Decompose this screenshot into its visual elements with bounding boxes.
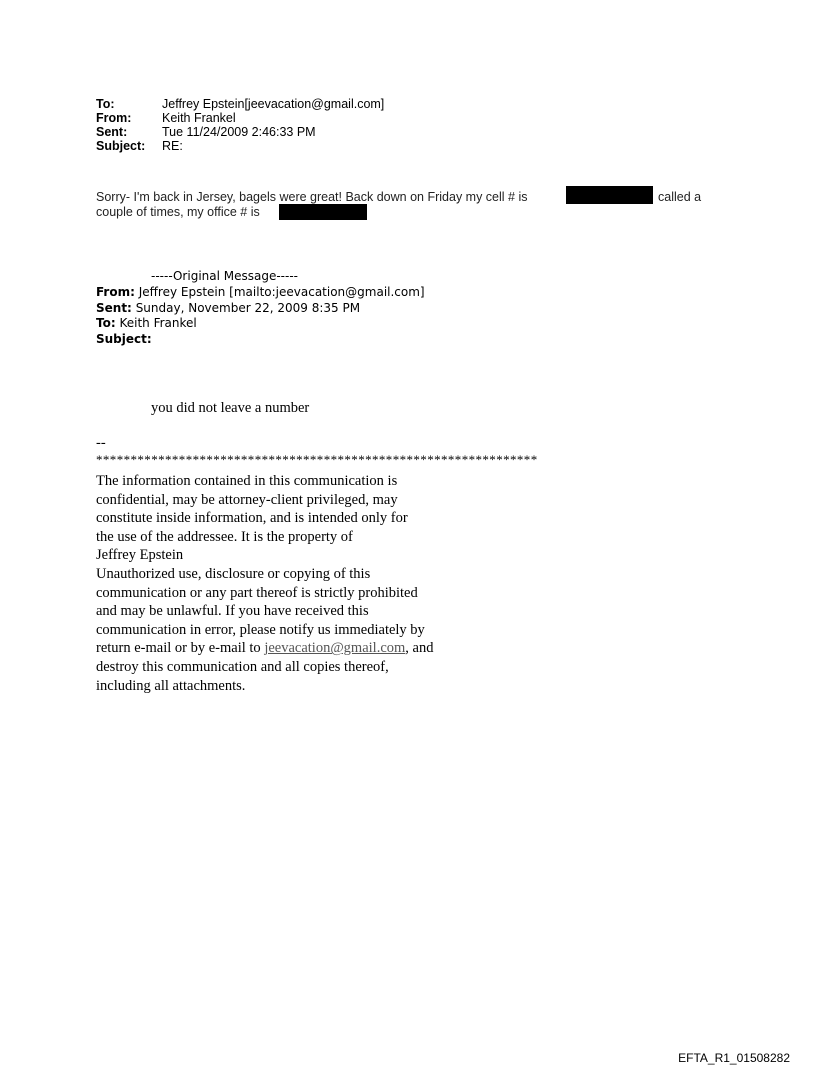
reply-line-1-text: Sorry- I'm back in Jersey, bagels were great! Back down on Friday my cell # is <box>96 190 528 204</box>
disclaimer-line: destroy this communication and all copies thereof, <box>96 658 389 675</box>
original-sent-label: Sent: <box>96 300 132 315</box>
signature-dashes: -- <box>96 435 106 451</box>
disclaimer-line: communication or any part thereof is strictly prohibited <box>96 584 418 601</box>
disclaimer-line: The information contained in this communication is <box>96 473 398 489</box>
disclaimer-line: Unauthorized use, disclosure or copying of this <box>96 565 371 582</box>
redaction-office-number <box>279 204 367 220</box>
original-subject-label: Subject: <box>96 331 152 346</box>
original-from-value: Jeffrey Epstein [mailto:jeevacation@gmail.com] <box>138 285 425 299</box>
original-to-row <box>96 316 425 332</box>
disclaimer-text <box>96 472 433 695</box>
disclaimer-line: constitute inside information, and is intended only for <box>96 510 408 527</box>
original-sent-value: Sunday, November 22, 2009 8:35 PM <box>135 300 361 315</box>
original-header <box>96 285 425 347</box>
header-subject-label: Subject: <box>96 139 146 153</box>
original-subject-row <box>96 332 425 348</box>
redaction-cell-number <box>566 186 653 204</box>
reply-line-1 <box>96 190 527 204</box>
document-id: EFTA_R1_01508282 <box>678 1051 790 1065</box>
header-sent-row <box>96 125 384 139</box>
disclaimer-line: the use of the addressee. It is the property of <box>96 528 353 545</box>
header-from-label: From: <box>96 111 132 125</box>
original-from-row <box>96 285 425 301</box>
disclaimer-line: communication in error, please notify us immediately by <box>96 621 425 638</box>
original-sent-row <box>96 301 425 317</box>
email-header <box>96 97 384 153</box>
header-to-row <box>96 97 384 111</box>
header-from-value: Keith Frankel <box>162 111 236 125</box>
header-sent-label: Sent: <box>96 125 128 139</box>
disclaimer-line-email <box>96 639 433 658</box>
original-to-label: To: <box>96 316 116 330</box>
disclaimer-line: including all attachments. <box>96 677 246 694</box>
original-separator: -----Original Message----- <box>151 269 298 283</box>
reply-line-1-end: called a <box>658 190 702 204</box>
header-to-label: To: <box>96 97 115 111</box>
disclaimer-email-link[interactable]: jeevacation@gmail.com <box>264 640 406 657</box>
original-from-label: From: <box>96 285 135 299</box>
signature-stars: **************************************************************** <box>96 452 538 467</box>
reply-line-2: couple of times, my office # is <box>96 205 260 219</box>
header-from-row <box>96 111 384 125</box>
disclaimer-email-post: , and <box>405 640 434 657</box>
header-to-value: Jeffrey Epstein[jeevacation@gmail.com] <box>162 97 385 111</box>
original-body: you did not leave a number <box>151 400 310 416</box>
disclaimer-line: Jeffrey Epstein <box>96 547 184 564</box>
disclaimer-line: confidential, may be attorney-client privileged, may <box>96 491 398 508</box>
disclaimer-line: and may be unlawful. If you have received this <box>96 603 369 620</box>
disclaimer-email-pre: return e-mail or by e-mail to <box>96 640 265 657</box>
header-subject-row <box>96 139 384 153</box>
original-to-value: Keith Frankel <box>119 316 197 330</box>
header-subject-value: RE: <box>162 139 183 153</box>
header-sent-value: Tue 11/24/2009 2:46:33 PM <box>162 125 316 139</box>
